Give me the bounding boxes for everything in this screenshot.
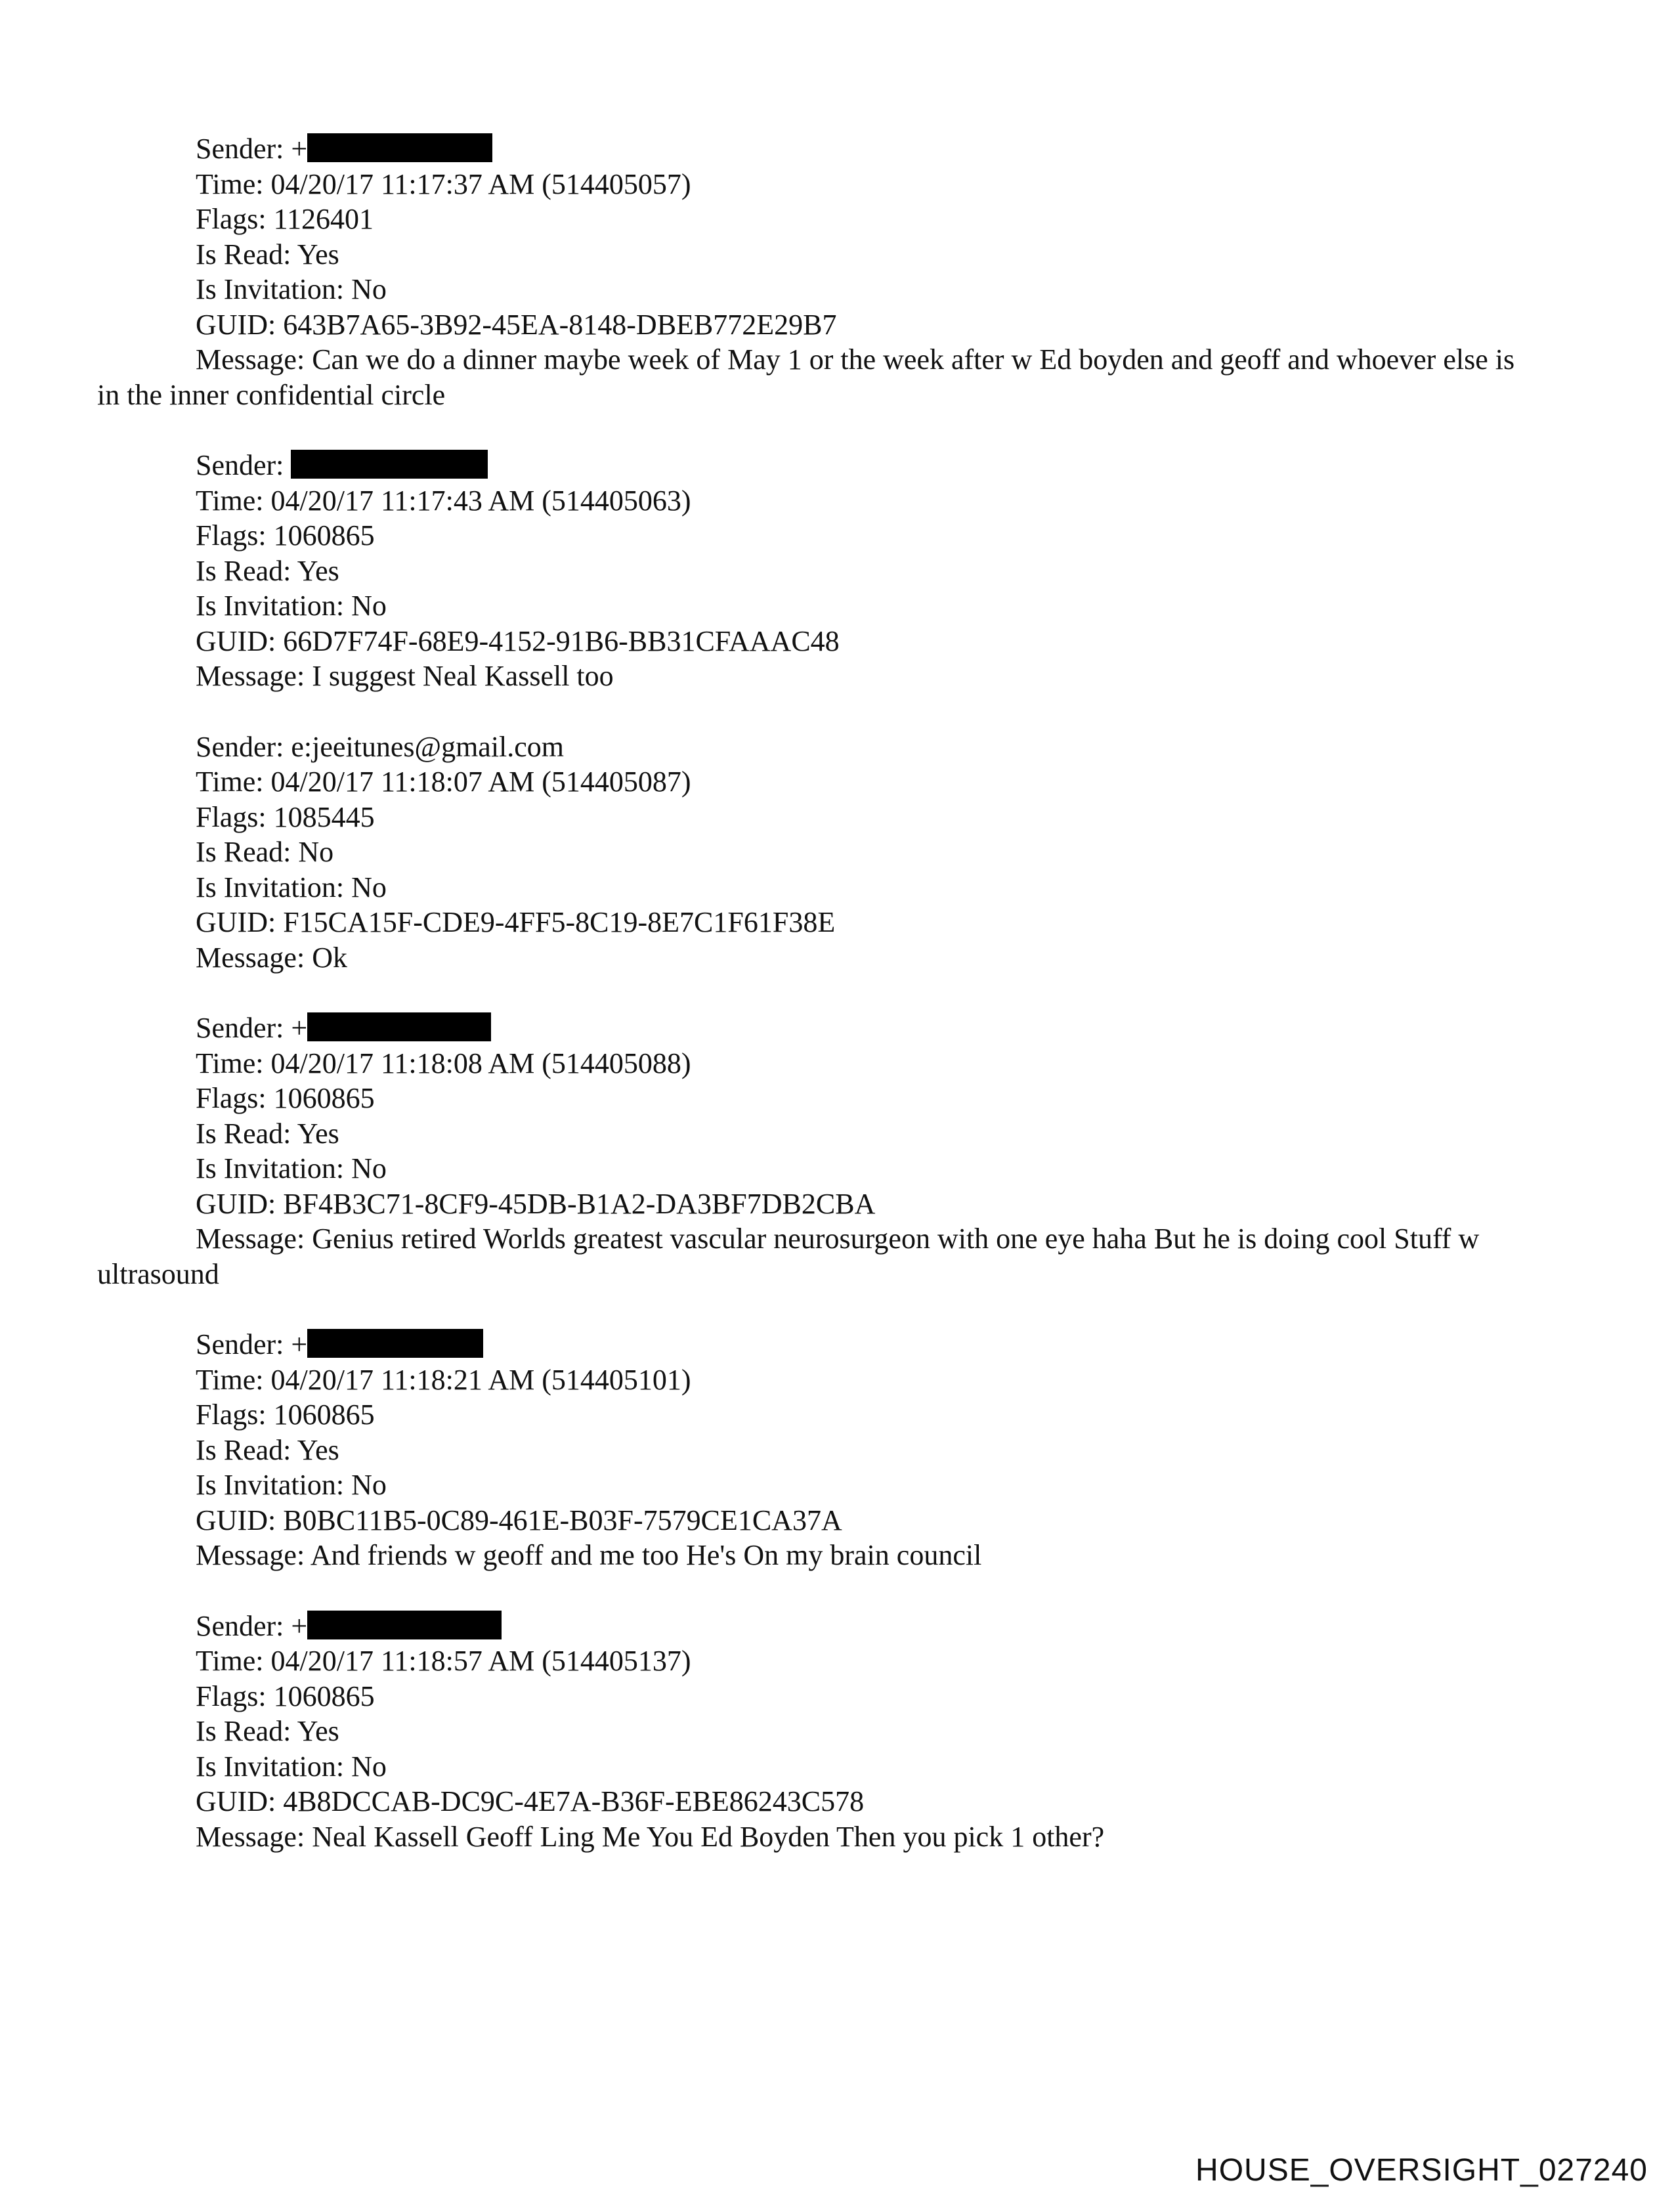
is-read-label: Is Read:: [196, 1715, 297, 1747]
time-value: 04/20/17 11:18:07 AM (514405087): [270, 766, 691, 798]
guid-label: GUID:: [196, 624, 284, 657]
is-invitation-label: Is Invitation:: [196, 1750, 352, 1783]
redaction-block: [307, 1611, 502, 1639]
is-invitation-label: Is Invitation:: [196, 1469, 352, 1501]
is-read-label: Is Read:: [196, 238, 297, 271]
message-line: [97, 1538, 1568, 1573]
guid-line: [97, 1784, 1568, 1819]
guid-value: B0BC11B5-0C89-461E-B03F-7579CE1CA37A: [283, 1504, 842, 1536]
is-invitation-line: [97, 588, 1568, 624]
redaction-block: [307, 1012, 491, 1041]
is-invitation-value: No: [351, 590, 387, 622]
guid-line: [97, 1186, 1568, 1222]
guid-line: [97, 307, 1568, 343]
message-record: [97, 131, 1568, 412]
is-read-line: [97, 1116, 1568, 1152]
is-invitation-line: [97, 870, 1568, 905]
sender-label: Sender:: [196, 730, 291, 763]
flags-line: [97, 1397, 1568, 1433]
message-text: And friends w geoff and me too He's On my brain council: [310, 1539, 982, 1571]
time-line: [97, 1362, 1568, 1398]
is-invitation-value: No: [351, 273, 387, 305]
is-read-value: Yes: [297, 554, 339, 587]
flags-line: [97, 1081, 1568, 1116]
message-line: [97, 1819, 1568, 1855]
is-read-value: Yes: [297, 238, 339, 271]
guid-label: GUID:: [196, 1785, 284, 1817]
message-record: [97, 448, 1568, 694]
time-value: 04/20/17 11:17:43 AM (514405063): [270, 484, 691, 517]
message-record: [97, 1010, 1568, 1291]
is-invitation-value: No: [351, 1750, 387, 1783]
guid-label: GUID:: [196, 906, 284, 938]
is-read-value: Yes: [297, 1117, 339, 1150]
flags-line: [97, 518, 1568, 553]
time-line: [97, 764, 1568, 800]
message-text: Neal Kassell Geoff Ling Me You Ed Boyden Then you pick 1 other?: [312, 1820, 1105, 1853]
sender-prefix: +: [291, 1609, 308, 1642]
is-read-value: No: [298, 836, 334, 868]
time-line: [97, 483, 1568, 519]
sender-line: [97, 131, 1568, 167]
guid-line: [97, 1503, 1568, 1538]
redaction-block: [307, 1329, 483, 1358]
time-value: 04/20/17 11:18:57 AM (514405137): [270, 1645, 691, 1677]
guid-label: GUID:: [196, 1187, 284, 1220]
sender-label: Sender:: [196, 133, 291, 165]
is-invitation-line: [97, 1151, 1568, 1186]
message-label: Message:: [196, 1539, 311, 1571]
time-label: Time:: [196, 484, 271, 517]
message-line: [97, 1221, 1568, 1291]
sender-line: [97, 1327, 1568, 1362]
flags-line: [97, 800, 1568, 835]
flags-label: Flags:: [196, 1082, 274, 1114]
is-read-line: [97, 1433, 1568, 1468]
sender-line: [97, 1609, 1568, 1644]
flags-value: 1060865: [273, 519, 375, 552]
time-label: Time:: [196, 167, 271, 200]
sender-label: Sender:: [196, 1609, 291, 1642]
is-read-line: [97, 553, 1568, 589]
flags-value: 1126401: [273, 203, 374, 235]
is-invitation-label: Is Invitation:: [196, 1152, 352, 1184]
time-value: 04/20/17 11:18:08 AM (514405088): [270, 1047, 691, 1079]
time-value: 04/20/17 11:18:21 AM (514405101): [270, 1363, 691, 1396]
time-label: Time:: [196, 1363, 271, 1396]
flags-label: Flags:: [196, 1399, 274, 1431]
time-label: Time:: [196, 1047, 271, 1079]
sender-prefix: +: [291, 1328, 308, 1360]
redaction-block: [307, 133, 492, 162]
sender-label: Sender:: [196, 449, 291, 481]
is-invitation-line: [97, 1749, 1568, 1785]
is-invitation-line: [97, 1467, 1568, 1503]
flags-value: 1060865: [273, 1082, 375, 1114]
sender-line: [97, 448, 1568, 483]
flags-label: Flags:: [196, 1680, 274, 1712]
time-label: Time:: [196, 1645, 271, 1677]
sender-prefix: +: [291, 133, 308, 165]
sender-address: e:jeeitunes@gmail.com: [291, 730, 565, 763]
bates-number: HOUSE_OVERSIGHT_027240: [1195, 2153, 1648, 2188]
guid-value: 4B8DCCAB-DC9C-4E7A-B36F-EBE86243C578: [283, 1785, 865, 1817]
sender-label: Sender:: [196, 1328, 291, 1360]
sender-label: Sender:: [196, 1012, 291, 1044]
message-record: [97, 729, 1568, 976]
guid-value: BF4B3C71-8CF9-45DB-B1A2-DA3BF7DB2CBA: [283, 1187, 876, 1220]
message-line: [97, 940, 1568, 976]
is-read-line: [97, 1714, 1568, 1749]
time-line: [97, 1046, 1568, 1081]
flags-label: Flags:: [196, 203, 274, 235]
guid-line: [97, 905, 1568, 940]
message-line: [97, 659, 1568, 694]
message-label: Message:: [196, 660, 312, 692]
time-line: [97, 1643, 1568, 1679]
is-read-label: Is Read:: [196, 1433, 297, 1466]
message-label: Message:: [196, 941, 312, 974]
is-read-value: Yes: [297, 1715, 339, 1747]
message-text: Ok: [312, 941, 347, 974]
flags-line: [97, 1679, 1568, 1714]
guid-label: GUID:: [196, 308, 284, 341]
time-value: 04/20/17 11:17:37 AM (514405057): [270, 167, 691, 200]
is-invitation-value: No: [351, 1469, 387, 1501]
is-invitation-line: [97, 272, 1568, 307]
guid-value: 66D7F74F-68E9-4152-91B6-BB31CFAAAC48: [283, 624, 840, 657]
is-invitation-label: Is Invitation:: [196, 590, 352, 622]
message-label: Message:: [196, 1223, 312, 1255]
flags-value: 1060865: [273, 1680, 375, 1712]
flags-value: 1060865: [273, 1399, 375, 1431]
flags-label: Flags:: [196, 519, 274, 552]
redaction-block: [291, 450, 488, 479]
is-read-label: Is Read:: [196, 1117, 297, 1150]
guid-value: F15CA15F-CDE9-4FF5-8C19-8E7C1F61F38E: [283, 906, 836, 938]
flags-line: [97, 202, 1568, 237]
flags-value: 1085445: [273, 800, 375, 833]
is-invitation-value: No: [351, 1152, 387, 1184]
message-text: Can we do a dinner maybe week of May 1 or the week after w Ed boyden and geoff and whoever else is in the inner confidential circle: [97, 343, 1515, 411]
message-record: [97, 1327, 1568, 1573]
sender-prefix: +: [291, 1012, 308, 1044]
message-text: Genius retired Worlds greatest vascular neurosurgeon with one eye haha But he is doing cool Stuff w ultrasound: [97, 1223, 1480, 1290]
sender-line: [97, 729, 1568, 765]
message-records: [97, 131, 1568, 1890]
guid-line: [97, 624, 1568, 659]
sender-line: [97, 1010, 1568, 1046]
time-label: Time:: [196, 766, 271, 798]
is-read-value: Yes: [297, 1433, 339, 1466]
guid-label: GUID:: [196, 1504, 284, 1536]
is-read-line: [97, 237, 1568, 272]
message-record: [97, 1609, 1568, 1855]
is-invitation-label: Is Invitation:: [196, 871, 352, 903]
is-read-label: Is Read:: [196, 836, 299, 868]
is-read-line: [97, 835, 1568, 870]
message-label: Message:: [196, 343, 312, 376]
message-line: [97, 342, 1568, 412]
message-label: Message:: [196, 1820, 312, 1853]
guid-value: 643B7A65-3B92-45EA-8148-DBEB772E29B7: [283, 308, 837, 341]
time-line: [97, 167, 1568, 202]
is-invitation-value: No: [351, 871, 387, 903]
is-invitation-label: Is Invitation:: [196, 273, 352, 305]
flags-label: Flags:: [196, 800, 274, 833]
is-read-label: Is Read:: [196, 554, 297, 587]
message-text: I suggest Neal Kassell too: [312, 660, 614, 692]
